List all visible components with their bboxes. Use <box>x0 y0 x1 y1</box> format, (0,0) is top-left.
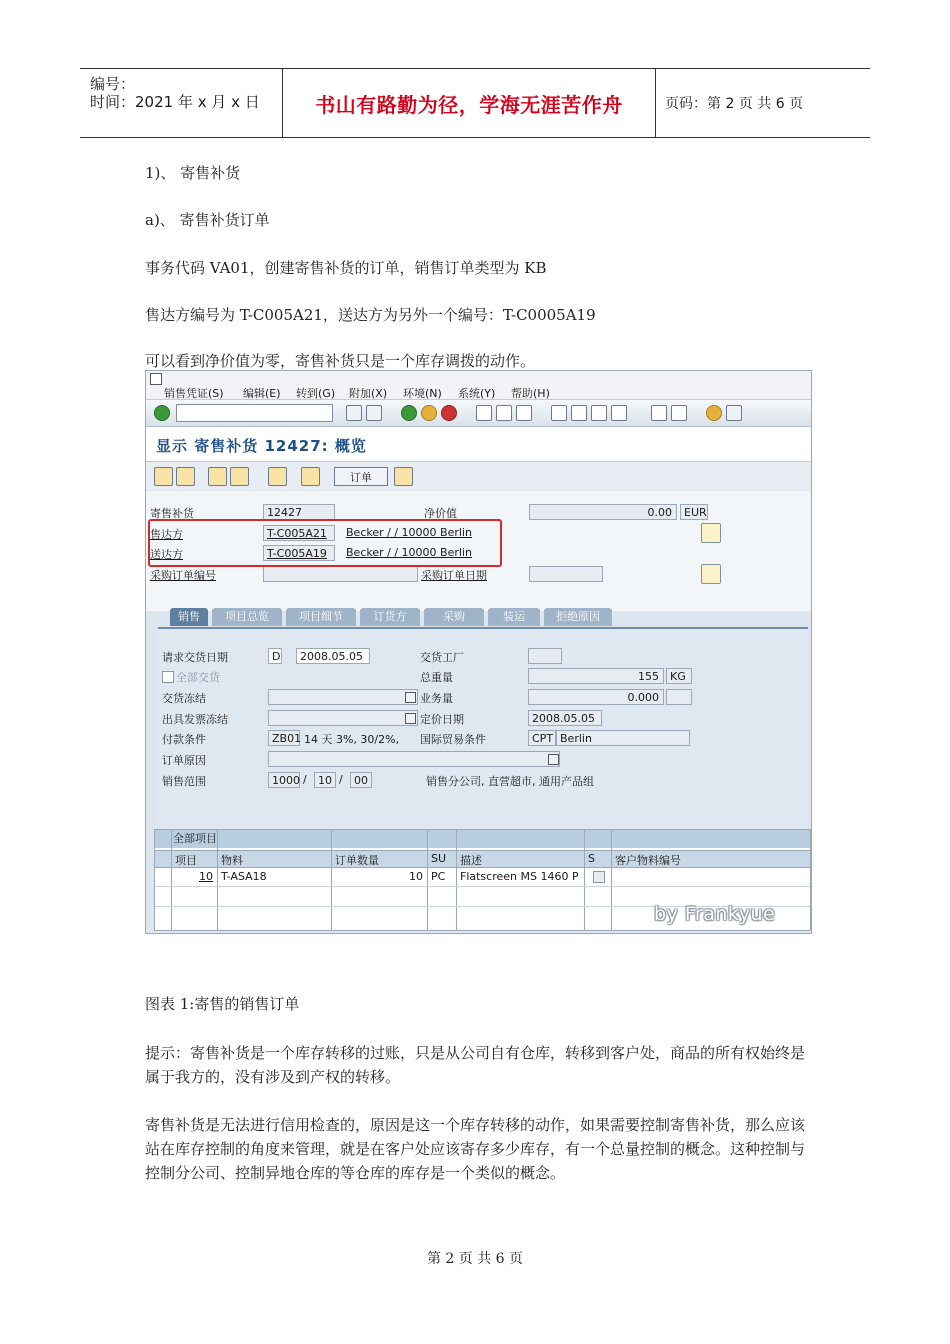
order-reason-dropdown-icon[interactable] <box>548 754 559 765</box>
sold-to-value: T-C005A21 <box>267 527 327 540</box>
application-toolbar <box>146 462 811 490</box>
sales-area-sep-1: / <box>303 773 307 786</box>
po-date-field[interactable] <box>529 566 603 582</box>
col-divider <box>171 830 172 930</box>
incoterms-place-field[interactable]: Berlin <box>556 730 690 746</box>
col-divider <box>584 830 585 930</box>
delivery-block-dropdown-icon[interactable] <box>405 692 416 703</box>
prev-page-icon[interactable] <box>571 405 587 421</box>
paragraph-credit-check: 寄售补货是无法进行信用检查的，原因是这一个库存转移的动作，如果需要控制寄售补货，那么应该站在库存控制的角度来管理，就是在客户处应该寄存多少库存，有一个总量控制的概念。这种控制与控制分公司、控制异地仓库的等仓库的库存是一个类似的概念。 <box>145 1116 806 1182</box>
tab-ordering-party[interactable]: 订货方 <box>360 608 420 626</box>
volume-label: 业务量 <box>420 692 453 705</box>
row-su[interactable]: PC <box>431 870 446 883</box>
payment-terms-code-field[interactable]: ZB01 <box>268 730 300 746</box>
find-next-icon[interactable] <box>516 405 532 421</box>
display-icon[interactable] <box>301 467 320 486</box>
screen-title-bar <box>146 427 811 462</box>
full-delivery-checkbox[interactable] <box>162 671 174 683</box>
highlight-box <box>148 519 502 567</box>
motto-text: 书山有路勤为径，学海无涯苦作舟 <box>315 92 623 117</box>
tab-item-detail[interactable]: 项目细节 <box>286 608 356 626</box>
sales-tab-panel <box>158 627 808 829</box>
division-field[interactable]: 00 <box>350 772 372 788</box>
col-description[interactable]: 描述 <box>460 854 482 867</box>
header-detail-icon[interactable] <box>701 523 721 543</box>
menu-goto[interactable]: 转到(G) <box>296 387 336 400</box>
sales-area-sep-2: / <box>339 773 343 786</box>
items-table-header <box>155 850 810 868</box>
row-divider <box>155 886 810 887</box>
col-su[interactable]: SU <box>431 852 447 865</box>
watermark: by Frankyue <box>654 903 776 925</box>
status-icon[interactable] <box>268 467 287 486</box>
header-info-cell <box>80 69 282 137</box>
col-divider <box>456 830 457 930</box>
command-field[interactable] <box>176 404 333 422</box>
layout-menu-icon[interactable] <box>726 405 742 421</box>
sap-standard-toolbar <box>146 400 811 427</box>
order-reason-label: 订单原因 <box>162 754 206 767</box>
po-number-field[interactable] <box>263 566 418 582</box>
first-page-icon[interactable] <box>551 405 567 421</box>
row-qty[interactable]: 10 <box>409 870 423 883</box>
incoterms-code-field[interactable]: CPT <box>528 730 556 746</box>
net-value-label: 净价值 <box>424 507 457 520</box>
shortcut-icon[interactable] <box>671 405 687 421</box>
last-page-icon[interactable] <box>611 405 627 421</box>
partner-icon[interactable] <box>230 467 249 486</box>
row-description[interactable]: Flatscreen MS 1460 P <box>460 870 579 883</box>
tab-item-overview[interactable]: 项目总览 <box>212 608 282 626</box>
doc-number-field[interactable]: 12427 <box>263 504 335 520</box>
col-divider <box>427 830 428 930</box>
billing-block-label: 出具发票冻结 <box>162 713 228 726</box>
header-motto-cell <box>282 69 656 137</box>
order-reason-field[interactable] <box>268 751 560 767</box>
back-icon[interactable] <box>401 405 417 421</box>
tab-sales[interactable]: 销售 <box>170 608 208 626</box>
billing-block-dropdown-icon[interactable] <box>405 713 416 724</box>
document-flow-icon[interactable] <box>208 467 227 486</box>
paragraph-hint: 提示：寄售补货是一个库存转移的过账，只是从公司自有仓库，转移到客户处，商品的所有权始终是属于我方的，没有涉及到产权的转移。 <box>145 1044 806 1086</box>
sold-to-name: Becker / / 10000 Berlin <box>346 526 472 539</box>
print-icon[interactable] <box>476 405 492 421</box>
po-number-label: 采购订单编号 <box>150 569 216 582</box>
req-delivery-date-field[interactable]: 2008.05.05 <box>296 648 370 664</box>
pricing-date-field[interactable]: 2008.05.05 <box>528 710 602 726</box>
col-order-qty[interactable]: 订单数量 <box>335 854 379 867</box>
paragraph-partners: 售达方编号为 T-C005A21，送达方为另外一个编号：T-C0005A19 <box>145 306 596 324</box>
pricing-date-label: 定价日期 <box>420 713 464 726</box>
row-item[interactable]: 10 <box>199 870 213 883</box>
page-number-label: 页码：第 2 页 共 6 页 <box>665 96 804 112</box>
sold-to-label: 售达方 <box>150 528 183 541</box>
delivering-plant-field[interactable] <box>528 648 562 664</box>
payment-terms-text: 14 天 3%, 30/2%, <box>304 733 400 746</box>
help-icon[interactable] <box>706 405 722 421</box>
total-weight-field[interactable]: 155 <box>528 668 664 684</box>
new-session-icon[interactable] <box>651 405 667 421</box>
ship-to-name: Becker / / 10000 Berlin <box>346 546 472 559</box>
weight-unit-field[interactable]: KG <box>666 668 692 684</box>
sales-area-label: 销售范围 <box>162 775 206 788</box>
row-status-checkbox[interactable] <box>593 871 605 883</box>
sap-screenshot <box>145 370 812 934</box>
col-material[interactable]: 物料 <box>221 854 243 867</box>
tab-shipping[interactable]: 装运 <box>488 608 540 626</box>
col-divider <box>217 830 218 930</box>
dist-channel-field[interactable]: 10 <box>314 772 336 788</box>
tab-strip <box>146 606 811 628</box>
doc-time-label: 时间：2021 年 x 月 x 日 <box>90 93 260 111</box>
ship-to-value: T-C005A19 <box>267 547 327 560</box>
window-icon <box>150 373 162 385</box>
full-delivery-label: 全部交货 <box>176 671 220 684</box>
delivery-block-label: 交货冻结 <box>162 692 206 705</box>
items-table-caption: 全部项目 <box>155 830 810 848</box>
back-arrow-icon[interactable] <box>346 405 362 421</box>
col-s[interactable]: S <box>588 852 595 865</box>
tab-reason-rejection[interactable]: 拒绝原因 <box>544 608 612 626</box>
volume-field[interactable]: 0.000 <box>528 689 664 705</box>
exit-icon[interactable] <box>421 405 437 421</box>
paragraph-tcode: 事务代码 VA01，创建寄售补货的订单，销售订单类型为 KB <box>145 259 547 277</box>
cancel-icon[interactable] <box>441 405 457 421</box>
total-weight-label: 总重量 <box>420 671 453 684</box>
menu-help[interactable]: 帮助(H) <box>511 387 550 400</box>
partner-detail-icon[interactable] <box>701 564 721 584</box>
menu-system[interactable]: 系统(Y) <box>458 387 496 400</box>
enter-icon[interactable] <box>154 405 170 421</box>
sales-org-field[interactable]: 1000 <box>268 772 300 788</box>
col-divider <box>611 830 612 930</box>
net-value-field[interactable]: 0.00 <box>529 504 677 520</box>
page-header <box>80 68 870 138</box>
sap-menu-bar <box>146 371 811 400</box>
payment-terms-label: 付款条件 <box>162 733 206 746</box>
col-divider <box>331 830 332 930</box>
doc-type-label: 寄售补货 <box>150 507 194 520</box>
change-icon[interactable] <box>176 467 195 486</box>
currency-field[interactable]: EUR <box>680 504 708 520</box>
page-footer: 第 2 页 共 6 页 <box>426 1251 524 1267</box>
save-icon[interactable] <box>366 405 382 421</box>
section-heading-2: a)、 寄售补货订单 <box>145 211 270 229</box>
req-date-type-field[interactable]: D <box>268 648 282 664</box>
order-button-label: 订单 <box>350 470 372 484</box>
menu-edit[interactable]: 编辑(E) <box>243 387 281 400</box>
volume-unit-field[interactable] <box>666 689 692 705</box>
col-item[interactable]: 项目 <box>175 854 197 867</box>
paragraph-net-value: 可以看到净价值为零，寄售补货只是一个库存调拨的动作。 <box>145 352 536 370</box>
menu-environment[interactable]: 环境(N) <box>403 387 442 400</box>
col-customer-material[interactable]: 客户物料编号 <box>615 854 681 867</box>
header-page-cell <box>655 69 870 137</box>
po-date-label: 采购订单日期 <box>421 569 487 582</box>
tab-procurement[interactable]: 采购 <box>424 608 484 626</box>
next-page-icon[interactable] <box>591 405 607 421</box>
figure-caption: 图表 1:寄售的销售订单 <box>145 995 300 1013</box>
sales-area-text: 销售分公司, 直营超市, 通用产品组 <box>426 775 594 788</box>
screen-title: 显示 寄售补货 12427: 概览 <box>156 437 367 455</box>
delivery-block-field[interactable] <box>268 689 418 705</box>
create-icon[interactable] <box>154 467 173 486</box>
order-button[interactable] <box>334 467 388 486</box>
delivering-plant-label: 交货工厂 <box>420 651 464 664</box>
req-delivery-date-label: 请求交货日期 <box>162 651 228 664</box>
find-icon[interactable] <box>496 405 512 421</box>
row-material[interactable]: T-ASA18 <box>221 870 267 883</box>
ship-to-label: 送达方 <box>150 548 183 561</box>
header-icon[interactable] <box>394 467 413 486</box>
menu-extras[interactable]: 附加(X) <box>349 387 388 400</box>
incoterms-label: 国际贸易条件 <box>420 733 486 746</box>
menu-sales-doc[interactable]: 销售凭证(S) <box>164 387 224 400</box>
billing-block-field[interactable] <box>268 710 418 726</box>
section-heading-1: 1)、 寄售补货 <box>145 164 241 182</box>
doc-number-label: 编号： <box>90 75 136 93</box>
